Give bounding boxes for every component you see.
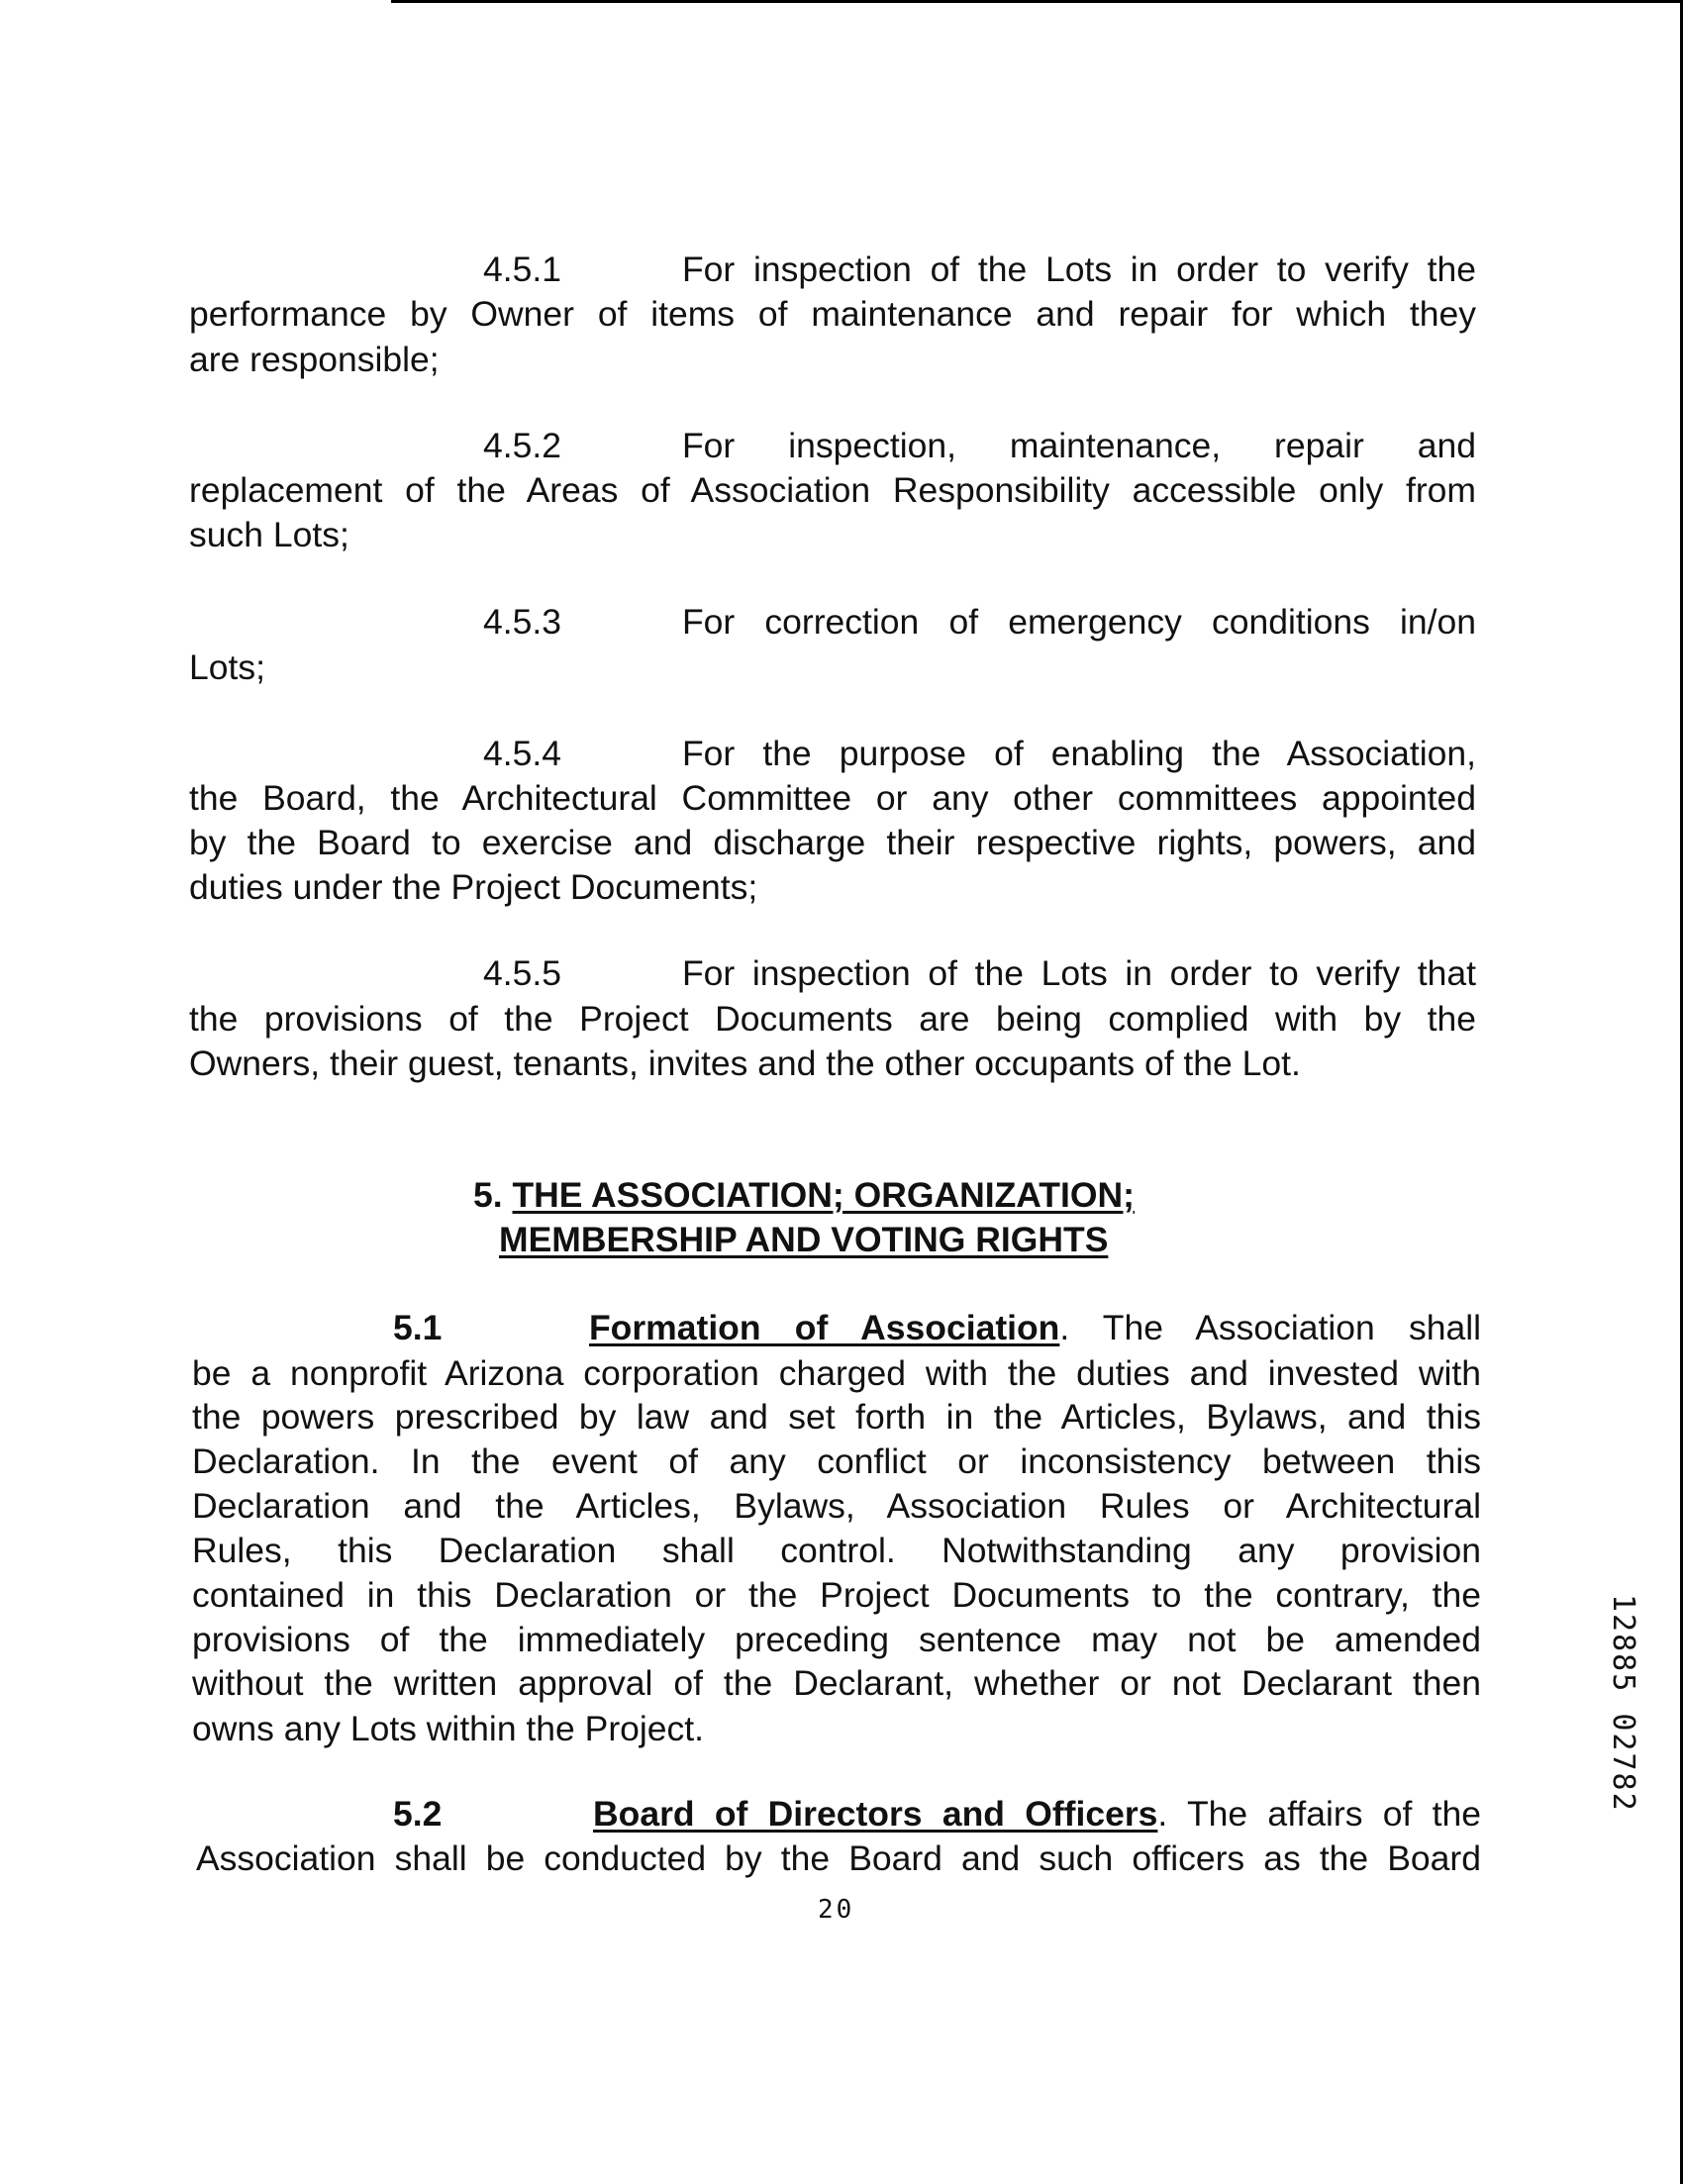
clause-5-1-first-line: [589, 1306, 1481, 1349]
clause-4-5-4-line: duties under the Project Documents;: [189, 867, 758, 907]
clause-4-5-3-line: Lots;: [189, 647, 265, 687]
clause-4-5-4-line: the Board, the Architectural Committee or any other committees appointed: [189, 778, 1476, 818]
clause-number-4-5-3: 4.5.3: [483, 602, 561, 642]
clause-number-4-5-2: 4.5.2: [483, 426, 561, 465]
clause-4-5-2-line: such Lots;: [189, 515, 349, 554]
page-number: 20: [818, 1895, 855, 1925]
clause-5-1-lead: . The Association shall: [1059, 1308, 1481, 1347]
clause-4-5-1-line: performance by Owner of items of maintenance and repair for which they: [189, 294, 1476, 334]
clause-number-4-5-1: 4.5.1: [483, 249, 561, 289]
section-5-number: 5.: [473, 1175, 503, 1215]
clause-4-5-4-line: For the purpose of enabling the Association,: [682, 734, 1476, 773]
clause-5-2-heading: Board of Directors and Officers: [593, 1794, 1158, 1834]
clause-5-1-line: Declaration. In the event of any conflict or inconsistency between this: [192, 1441, 1481, 1481]
clause-4-5-2-line: replacement of the Areas of Association Responsibility accessible only from: [189, 470, 1476, 510]
clause-4-5-5-line: For inspection of the Lots in order to verify that: [682, 953, 1476, 993]
clause-5-2-first-line: [593, 1792, 1481, 1836]
clause-number-4-5-5: 4.5.5: [483, 953, 561, 993]
clause-5-1-line: the powers prescribed by law and set forth in the Articles, Bylaws, and this: [192, 1397, 1481, 1437]
clause-4-5-5-line: the provisions of the Project Documents are being complied with by the: [189, 999, 1476, 1039]
section-5-heading-line1: [473, 1173, 1135, 1217]
recording-number: 12885 02782: [1606, 1594, 1640, 1813]
clause-5-1-line: Rules, this Declaration shall control. Notwithstanding any provision: [192, 1531, 1481, 1570]
clause-5-1-line: without the written approval of the Declarant, whether or not Declarant then: [192, 1663, 1481, 1703]
page-border-top: [391, 0, 1681, 3]
clause-number-5-1: 5.1: [393, 1308, 443, 1347]
clause-5-2-lead: . The affairs of the: [1157, 1794, 1481, 1834]
clause-number-5-2: 5.2: [393, 1794, 443, 1834]
clause-number-4-5-4: 4.5.4: [483, 734, 561, 773]
clause-4-5-1-line: are responsible;: [189, 340, 440, 379]
clause-5-1-line: provisions of the immediately preceding sentence may not be amended: [192, 1620, 1481, 1659]
clause-5-1-line: contained in this Declaration or the Project Documents to the contrary, the: [192, 1575, 1481, 1615]
clause-4-5-2-line: For inspection, maintenance, repair and: [682, 426, 1476, 465]
clause-4-5-5-line: Owners, their guest, tenants, invites and the other occupants of the Lot.: [189, 1043, 1301, 1083]
clause-4-5-1-line: For inspection of the Lots in order to verify the: [682, 249, 1476, 289]
section-5-heading-line2: MEMBERSHIP AND VOTING RIGHTS: [499, 1220, 1109, 1259]
clause-5-1-line: Declaration and the Articles, Bylaws, Association Rules or Architectural: [192, 1486, 1481, 1526]
clause-5-1-heading: Formation of Association: [589, 1308, 1060, 1347]
clause-5-1-line: owns any Lots within the Project.: [192, 1709, 704, 1748]
page-border-right: [1680, 0, 1683, 2184]
clause-4-5-3-line: For correction of emergency conditions in/on: [682, 602, 1476, 642]
clause-5-2-line: Association shall be conducted by the Board and such officers as the Board: [196, 1838, 1481, 1878]
section-5-title: THE ASSOCIATION; ORGANIZATION;: [512, 1175, 1135, 1215]
clause-4-5-4-line: by the Board to exercise and discharge their respective rights, powers, and: [189, 823, 1476, 862]
clause-5-1-line: be a nonprofit Arizona corporation charged with the duties and invested with: [192, 1353, 1481, 1393]
